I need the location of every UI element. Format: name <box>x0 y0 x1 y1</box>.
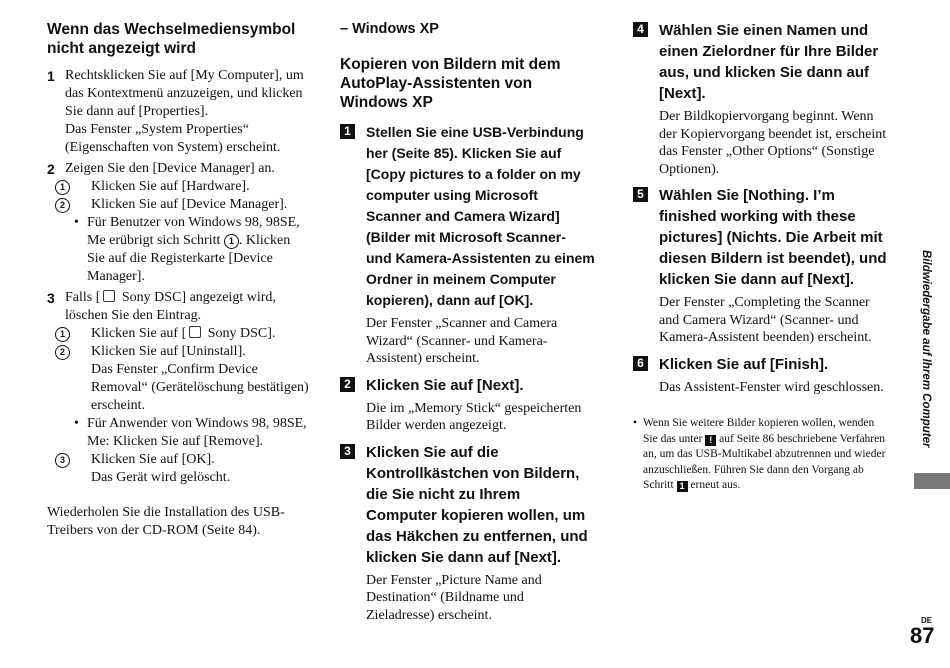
substep-text: Klicken Sie auf [Hardware]. <box>91 179 250 194</box>
middle-column <box>340 20 595 624</box>
caution-mark-icon: ! <box>705 435 716 446</box>
step-number: 3 <box>47 290 55 306</box>
bullet-note: • Für Anwender von Windows 98, 98SE, Me: Klicken Sie auf [Remove]. <box>47 415 309 451</box>
step-number-box: 4 <box>633 22 648 37</box>
step-body: Das Assistent-Fenster wird geschlossen. <box>659 379 884 395</box>
os-label: – Windows XP <box>340 21 439 37</box>
page-number: 87 <box>910 623 935 648</box>
substep <box>47 178 309 196</box>
step-body: Der Bildkopiervorgang beginnt. Wenn der Kopiervorgang beendet ist, erscheint das Fenster „Other Options“ (Sonstige Optionen). <box>659 109 887 177</box>
steps-list <box>47 67 309 487</box>
circled-number: 2 <box>55 198 70 213</box>
circled-number: 3 <box>55 453 70 468</box>
step-5 <box>633 185 891 347</box>
substep-text: Klicken Sie auf [Uninstall]. <box>91 344 246 359</box>
substep-text: Klicken Sie auf [OK]. <box>91 452 215 467</box>
step-heading: Wählen Sie [Nothing. I’m finished working with these pictures] (Nichts. Die Arbeit mit diesen Bildern ist beendet), und klicken Sie dann auf [Next]. <box>659 187 887 288</box>
circled-number: 1 <box>224 234 239 249</box>
step-number-box: 2 <box>340 377 355 392</box>
step-3 <box>47 289 309 325</box>
step-heading: Stellen Sie eine USB-Verbindung her (Seite 85). Klicken Sie auf [Copy pictures to a folder on my computer using Microsoft Scanner and Camera Wizard] (Bilder mit Microsoft Scanner- und Kamera-Assistenten zu einem Ordner in meinem Computer kopieren), dann auf [OK]. <box>366 124 595 308</box>
substep <box>47 451 309 487</box>
right-column <box>633 20 891 494</box>
step-heading: Wählen Sie einen Namen und einen Zielordner für Ihre Bilder aus, und klicken Sie dann auf [Next]. <box>659 22 879 102</box>
step-6 <box>633 354 891 397</box>
circled-number: 1 <box>55 327 70 342</box>
section-heading: Wenn das Wechselmediensymbol nicht angezeigt wird <box>47 21 296 57</box>
substep <box>47 343 309 415</box>
step-text: Rechtsklicken Sie auf [My Computer], um das Kontextmenü anzuzeigen, und klicken Sie dann auf [Properties]. <box>65 68 304 119</box>
step-text-result: Das Fenster „System Properties“ (Eigenschaften von System) erscheint. <box>65 122 281 155</box>
step-body: Der Fenster „Completing the Scanner and Camera Wizard“ (Scanner- und Kamera-Assistent beenden) erscheint. <box>659 295 872 345</box>
step-1 <box>47 67 309 157</box>
section-heading: Kopieren von Bildern mit dem AutoPlay-Assistenten von Windows XP <box>340 56 561 111</box>
circled-number: 2 <box>55 345 70 360</box>
step-text: Zeigen Sie den [Device Manager] an. <box>65 161 275 176</box>
step-body: Der Fenster „Scanner and Camera Wizard“ (Scanner- und Kamera-Assistent) erscheint. <box>366 316 558 366</box>
step-number-box: 3 <box>340 444 355 459</box>
step-body: Die im „Memory Stick“ gespeicherten Bilder werden angezeigt. <box>366 400 582 433</box>
step-2 <box>340 375 595 435</box>
step-2 <box>47 160 309 178</box>
step-4 <box>633 20 891 178</box>
language-code: DE <box>921 616 933 625</box>
step-text: Falls [ Sony DSC] angezeigt wird, löschen Sie den Eintrag. <box>65 290 276 323</box>
substep-result: Das Gerät wird gelöscht. <box>91 470 231 485</box>
step-heading: Klicken Sie auf die Kontrollkästchen von Bildern, die Sie nicht zu Ihrem Computer kopieren wollen, um das Häkchen zu entfernen, und klicken Sie dann auf [Next]. <box>366 443 588 566</box>
step-heading: Klicken Sie auf [Next]. <box>366 376 524 394</box>
step-body: Der Fenster „Picture Name and Destination“ (Bildname und Zieladresse) erscheint. <box>366 572 542 623</box>
camera-icon <box>189 326 201 338</box>
substep <box>47 325 309 343</box>
chapter-tab-marker <box>914 473 950 489</box>
step-number-box: 6 <box>633 356 648 371</box>
footnote: • Wenn Sie weitere Bilder kopieren wollen, wenden Sie das unter ! auf Seite 86 beschriebene Verfahren an, um das USB-Multikabel abzutrennen und wieder anzuschließen. Führen Sie dann den Vorgang ab Schritt 1 erneut aus. <box>633 416 891 494</box>
step-number-box: 1 <box>340 124 355 139</box>
substep <box>47 196 309 214</box>
step-3 <box>340 442 595 625</box>
camera-icon <box>103 290 115 302</box>
chapter-label: Bildwiedergabe auf Ihrem Computer <box>920 250 932 448</box>
substep-text: Klicken Sie auf [ Sony DSC]. <box>91 326 276 341</box>
step-1 <box>340 122 595 368</box>
left-column <box>47 20 309 540</box>
bullet-note: • Für Benutzer von Windows 98, 98SE, Me erübrigt sich Schritt 1 . Klicken Sie auf die Registerkarte [Device Manager]. <box>47 214 309 286</box>
footer-text: Wiederholen Sie die Installation des USB-Treibers von der CD-ROM (Seite 84). <box>47 505 285 538</box>
circled-number: 1 <box>55 180 70 195</box>
substep-result: Das Fenster „Confirm Device Removal“ (Gerätelöschung bestätigen) erscheint. <box>91 362 309 413</box>
step-number: 2 <box>47 161 55 177</box>
chapter-sidebar <box>912 250 938 470</box>
substep-text: Klicken Sie auf [Device Manager]. <box>91 197 288 212</box>
step-number-box: 5 <box>633 187 648 202</box>
step-heading: Klicken Sie auf [Finish]. <box>659 355 829 373</box>
step-number: 1 <box>47 68 55 84</box>
step-number-box: 1 <box>677 481 688 492</box>
